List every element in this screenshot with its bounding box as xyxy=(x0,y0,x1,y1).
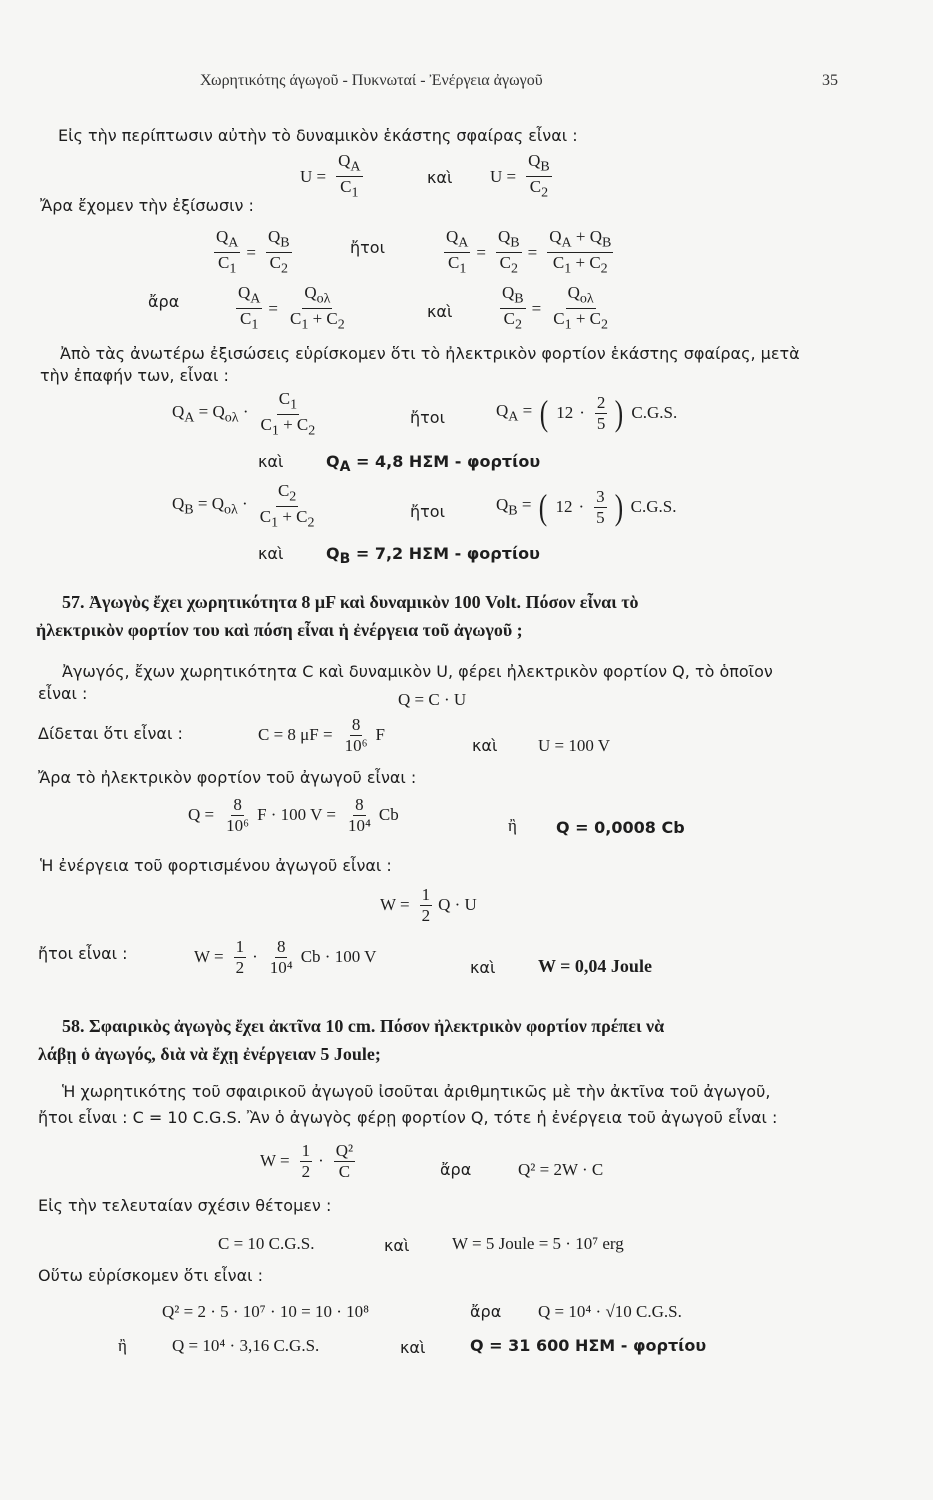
problem57-eq1: Q = C · U xyxy=(398,690,467,709)
problem58-find: Οὕτω εὑρίσκομεν ὅτι εἶναι : xyxy=(38,1266,264,1285)
problem57-ara-charge: Ἄρα τὸ ἠλεκτρικὸν φορτίον τοῦ ἀγωγοῦ εἶναι : xyxy=(38,768,417,787)
problem58-c-eq: C = 10 C.G.S. xyxy=(218,1234,315,1253)
qa-itoi: ἤτοι xyxy=(410,408,445,427)
problem57-energy-intro: Ἡ ἐνέργεια τοῦ φορτισμένου ἀγωγοῦ εἶναι : xyxy=(40,856,392,875)
problem57-voltage: U = 100 V xyxy=(538,736,611,755)
problem57-kai: καὶ xyxy=(472,736,498,755)
problem57-capacity: C = 8 μF = $\frac{8}{\text{10⁶}}$ F xyxy=(258,715,385,755)
problem57-text1: Ἀγωγός, ἔχων χωρητικότητα C καὶ δυναμικὸν U, φέρει ἠλεκτρικὸν φορτίον Q, τὸ ὁποῖον xyxy=(62,662,773,681)
problem58-or: ἢ xyxy=(118,1336,127,1355)
results-intro-line1: Ἀπὸ τὰς ἀνωτέρω ἐξισώσεις εὑρίσκομεν ὅτι τὸ ἠλεκτρικὸν φορτίον ἑκάστης σφαίρας, μετὰ xyxy=(60,344,800,363)
ara-text: ἄρα xyxy=(148,292,180,311)
equation-ratio-sum: $\frac{Q_A}{C_1}$ = $\frac{Q_B}{C_2}$ = $\frac{Q_A + Q_B}{C_1 + C_2}$ xyxy=(446,227,612,277)
intro-line: Εἰς τὴν περίπτωσιν αὐτὴν τὸ δυναμικὸν ἑκάστης σφαίρας εἶναι : xyxy=(58,126,578,145)
problem57-text2: εἶναι : xyxy=(38,684,88,703)
qa-result: $Q_A = 4,8$ ΗΣΜ - φορτίου xyxy=(326,452,541,476)
qb-kai: καὶ xyxy=(258,544,284,563)
problem57-charge-calc: Q = $\frac{8}{\text{10⁶}}$ F · 100 V = $\frac{8}{\text{10⁴}}$ Cb xyxy=(188,795,399,835)
qa-kai: καὶ xyxy=(258,452,284,471)
problem58-q-calc: Q = 10⁴ · √10 C.G.S. xyxy=(538,1302,682,1321)
itoi-text: ἤτοι xyxy=(350,238,385,257)
ara-line: Ἄρα ἔχομεν τὴν ἐξίσωσιν : xyxy=(40,196,254,215)
problem58-result: Q = 31 600 ΗΣΜ - φορτίου xyxy=(470,1336,707,1355)
problem58-q-num: Q = 10⁴ · 3,16 C.G.S. xyxy=(172,1336,320,1355)
problem58-q2-eq: Q² = 2W · C xyxy=(518,1160,604,1179)
u-equation-2: U = $\frac{Q_B}{C_2}$ xyxy=(490,151,550,201)
problem58-q2-calc: Q² = 2 · 5 · 10⁷ · 10 = 10 · 10⁸ xyxy=(162,1302,370,1321)
problem58-statement-line2: λάβῃ ὁ ἀγωγός, διὰ νὰ ἔχῃ ἐνέργειαν 5 Joule; xyxy=(38,1044,381,1064)
qb-itoi: ἤτοι xyxy=(410,502,445,521)
problem57-itoi-line: ἤτοι εἶναι : xyxy=(38,944,128,963)
equation-qb-qol: $\frac{Q_B}{C_2}$ = $\frac{Q_{o\lambda}}{C_1 + C_2}$ xyxy=(502,283,608,333)
problem57-statement-line1: 57. Ἀγωγὸς ἔχει χωρητικότητα 8 μF καὶ δυναμικὸν 100 Volt. Πόσον εἶναι τὸ xyxy=(62,592,639,612)
problem57-charge-result: Q = 0,0008 Cb xyxy=(556,818,685,837)
problem58-statement-line1: 58. Σφαιρικὸς ἀγωγὸς ἔχει ἀκτῖνα 10 cm. Πόσον ἠλεκτρικὸν φορτίον πρέπει νὰ xyxy=(62,1016,665,1036)
equation-ratio: $\frac{Q_A}{C_1}$ = $\frac{Q_B}{C_2}$ xyxy=(216,227,290,277)
problem57-energy-formula: W = $\frac{1}{2}$ Q · U xyxy=(380,885,477,925)
qb-formula: $Q_B = Q_{o\lambda}$ · $\frac{C_2}{C_1 + C_2}$ xyxy=(172,481,315,531)
running-header: Χωρητικότης άγωγοῦ - Πυκνωταί - Ἐνέργεια ἀγωγοῦ xyxy=(200,72,543,89)
problem57-kai-2: καὶ xyxy=(470,958,496,977)
problem58-text2: ἤτοι εἶναι : C = 10 C.G.S. Ἂν ὁ ἀγωγὸς φέρῃ φορτίον Q, τότε ἡ ἐνέργεια τοῦ ἀγωγοῦ εἶναι : xyxy=(38,1108,778,1127)
problem57-given: Δίδεται ὅτι εἶναι : xyxy=(38,724,183,743)
kai-text-2: καὶ xyxy=(427,302,453,321)
problem58-w-eq: W = 5 Joule = 5 · 10⁷ erg xyxy=(452,1234,624,1253)
problem57-or: ἢ xyxy=(508,816,517,835)
problem57-statement-line2: ἠλεκτρικὸν φορτίον του καὶ πόση εἶναι ἡ ἐνέργεια τοῦ ἀγωγοῦ ; xyxy=(36,620,523,640)
kai-text: καὶ xyxy=(427,168,453,187)
results-intro-line2: τὴν ἐπαφήν των, εἶναι : xyxy=(40,366,229,385)
problem58-energy-formula: W = $\frac{1}{2}$ · $\frac{\text{Q²}}{C}$ xyxy=(260,1141,354,1181)
qb-result: $Q_B = 7,2$ ΗΣΜ - φορτίου xyxy=(326,544,540,568)
u-equation-1: U = $\frac{Q_A}{C_1}$ xyxy=(300,151,361,201)
problem58-kai2: καὶ xyxy=(400,1338,426,1357)
problem57-energy-calc: W = $\frac{1}{2}$ · $\frac{8}{\text{10⁴}}$ Cb · 100 V xyxy=(194,937,377,977)
problem58-text1: Ἡ χωρητικότης τοῦ σφαιρικοῦ ἀγωγοῦ ἰσοῦται ἀριθμητικῶς μὲ τὴν ἀκτῖνα τοῦ ἀγωγοῦ, xyxy=(62,1082,771,1101)
qa-formula: $Q_A = Q_{o\lambda}$ · $\frac{C_1}{C_1 + C_2}$ xyxy=(172,389,316,439)
equation-qa-qol: $\frac{Q_A}{C_1}$ = $\frac{Q_{o\lambda}}{C_1 + C_2}$ xyxy=(238,283,345,333)
qb-numeric: $Q_B$ = ( 12 · $\frac{3}{5}$ ) C.G.S. xyxy=(496,487,677,528)
problem58-ara2: ἄρα xyxy=(470,1302,502,1321)
qa-numeric: $Q_A$ = ( 12 · $\frac{2}{5}$ ) C.G.S. xyxy=(496,393,678,434)
problem58-kai: καὶ xyxy=(384,1236,410,1255)
page-number: 35 xyxy=(822,72,838,89)
problem58-ara: ἄρα xyxy=(440,1160,472,1179)
problem57-energy-result: W = 0,04 Joule xyxy=(538,956,652,976)
problem58-last-rel: Εἰς τὴν τελευταίαν σχέσιν θέτομεν : xyxy=(38,1196,332,1215)
